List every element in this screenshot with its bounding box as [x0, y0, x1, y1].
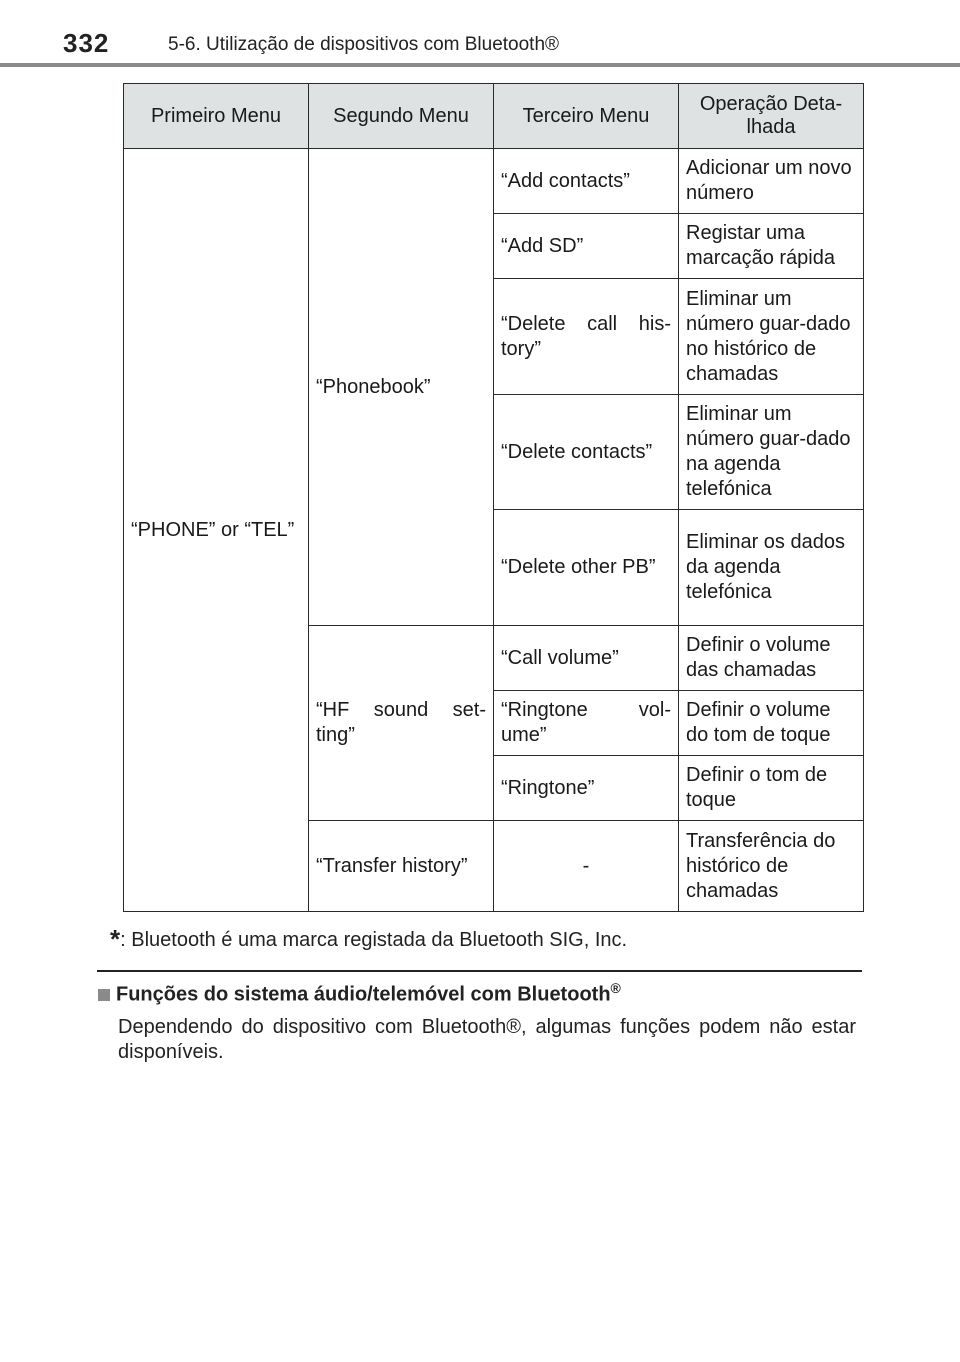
table-header-row — [124, 84, 864, 149]
section-title: 5-6. Utilização de dispositivos com Bluetooth® — [168, 34, 560, 55]
second-menu-cell: “HF sound set-ting” — [309, 626, 494, 821]
section-divider — [97, 970, 862, 972]
detail-cell: Eliminar os dados da agenda telefónica — [679, 510, 864, 626]
third-menu-cell: “Add contacts” — [494, 149, 679, 214]
header-divider — [0, 63, 960, 67]
page-number: 332 — [63, 28, 110, 58]
table-row — [124, 149, 864, 214]
detail-cell: Transferência do histórico de chamadas — [679, 821, 864, 912]
subsection — [98, 980, 858, 1065]
column-header-detail: Operação Deta-lhada — [679, 84, 864, 149]
column-header-first-menu: Primeiro Menu — [124, 84, 309, 149]
menu-table — [123, 83, 864, 912]
third-menu-cell: “Ringtone vol-ume” — [494, 691, 679, 756]
detail-cell: Definir o tom de toque — [679, 756, 864, 821]
subsection-body: Dependendo do dispositivo com Bluetooth®, algumas funções podem não estar disponíveis. — [118, 1015, 856, 1063]
third-menu-cell: - — [494, 821, 679, 912]
detail-cell: Adicionar um novo número — [679, 149, 864, 214]
third-menu-cell: “Ringtone” — [494, 756, 679, 821]
detail-cell: Definir o volume das chamadas — [679, 626, 864, 691]
third-menu-cell: “Delete contacts” — [494, 395, 679, 510]
column-header-third-menu: Terceiro Menu — [494, 84, 679, 149]
page-header — [0, 0, 960, 66]
subsection-title: Funções do sistema áudio/telemóvel com Bluetooth — [116, 983, 611, 1006]
detail-cell: Registar uma marcação rápida — [679, 214, 864, 279]
detail-cell: Eliminar um número guar-dado no histórico de chamadas — [679, 279, 864, 395]
second-menu-cell: “Phonebook” — [309, 149, 494, 626]
third-menu-cell: “Delete call his-tory” — [494, 279, 679, 395]
column-header-second-menu: Segundo Menu — [309, 84, 494, 149]
third-menu-cell: “Call volume” — [494, 626, 679, 691]
square-bullet-icon — [98, 989, 110, 1001]
detail-cell: Eliminar um número guar-dado na agenda telefónica — [679, 395, 864, 510]
footnote — [110, 922, 627, 953]
footnote-marker: * — [110, 924, 121, 954]
subsection-heading — [98, 980, 858, 1007]
third-menu-cell: “Delete other PB” — [494, 510, 679, 626]
second-menu-cell: “Transfer history” — [309, 821, 494, 912]
detail-cell: Definir o volume do tom de toque — [679, 691, 864, 756]
third-menu-cell: “Add SD” — [494, 214, 679, 279]
footnote-text: : Bluetooth é uma marca registada da Bluetooth SIG, Inc. — [120, 929, 628, 951]
first-menu-cell: “PHONE” or “TEL” — [124, 149, 309, 912]
registered-mark: ® — [610, 980, 621, 996]
